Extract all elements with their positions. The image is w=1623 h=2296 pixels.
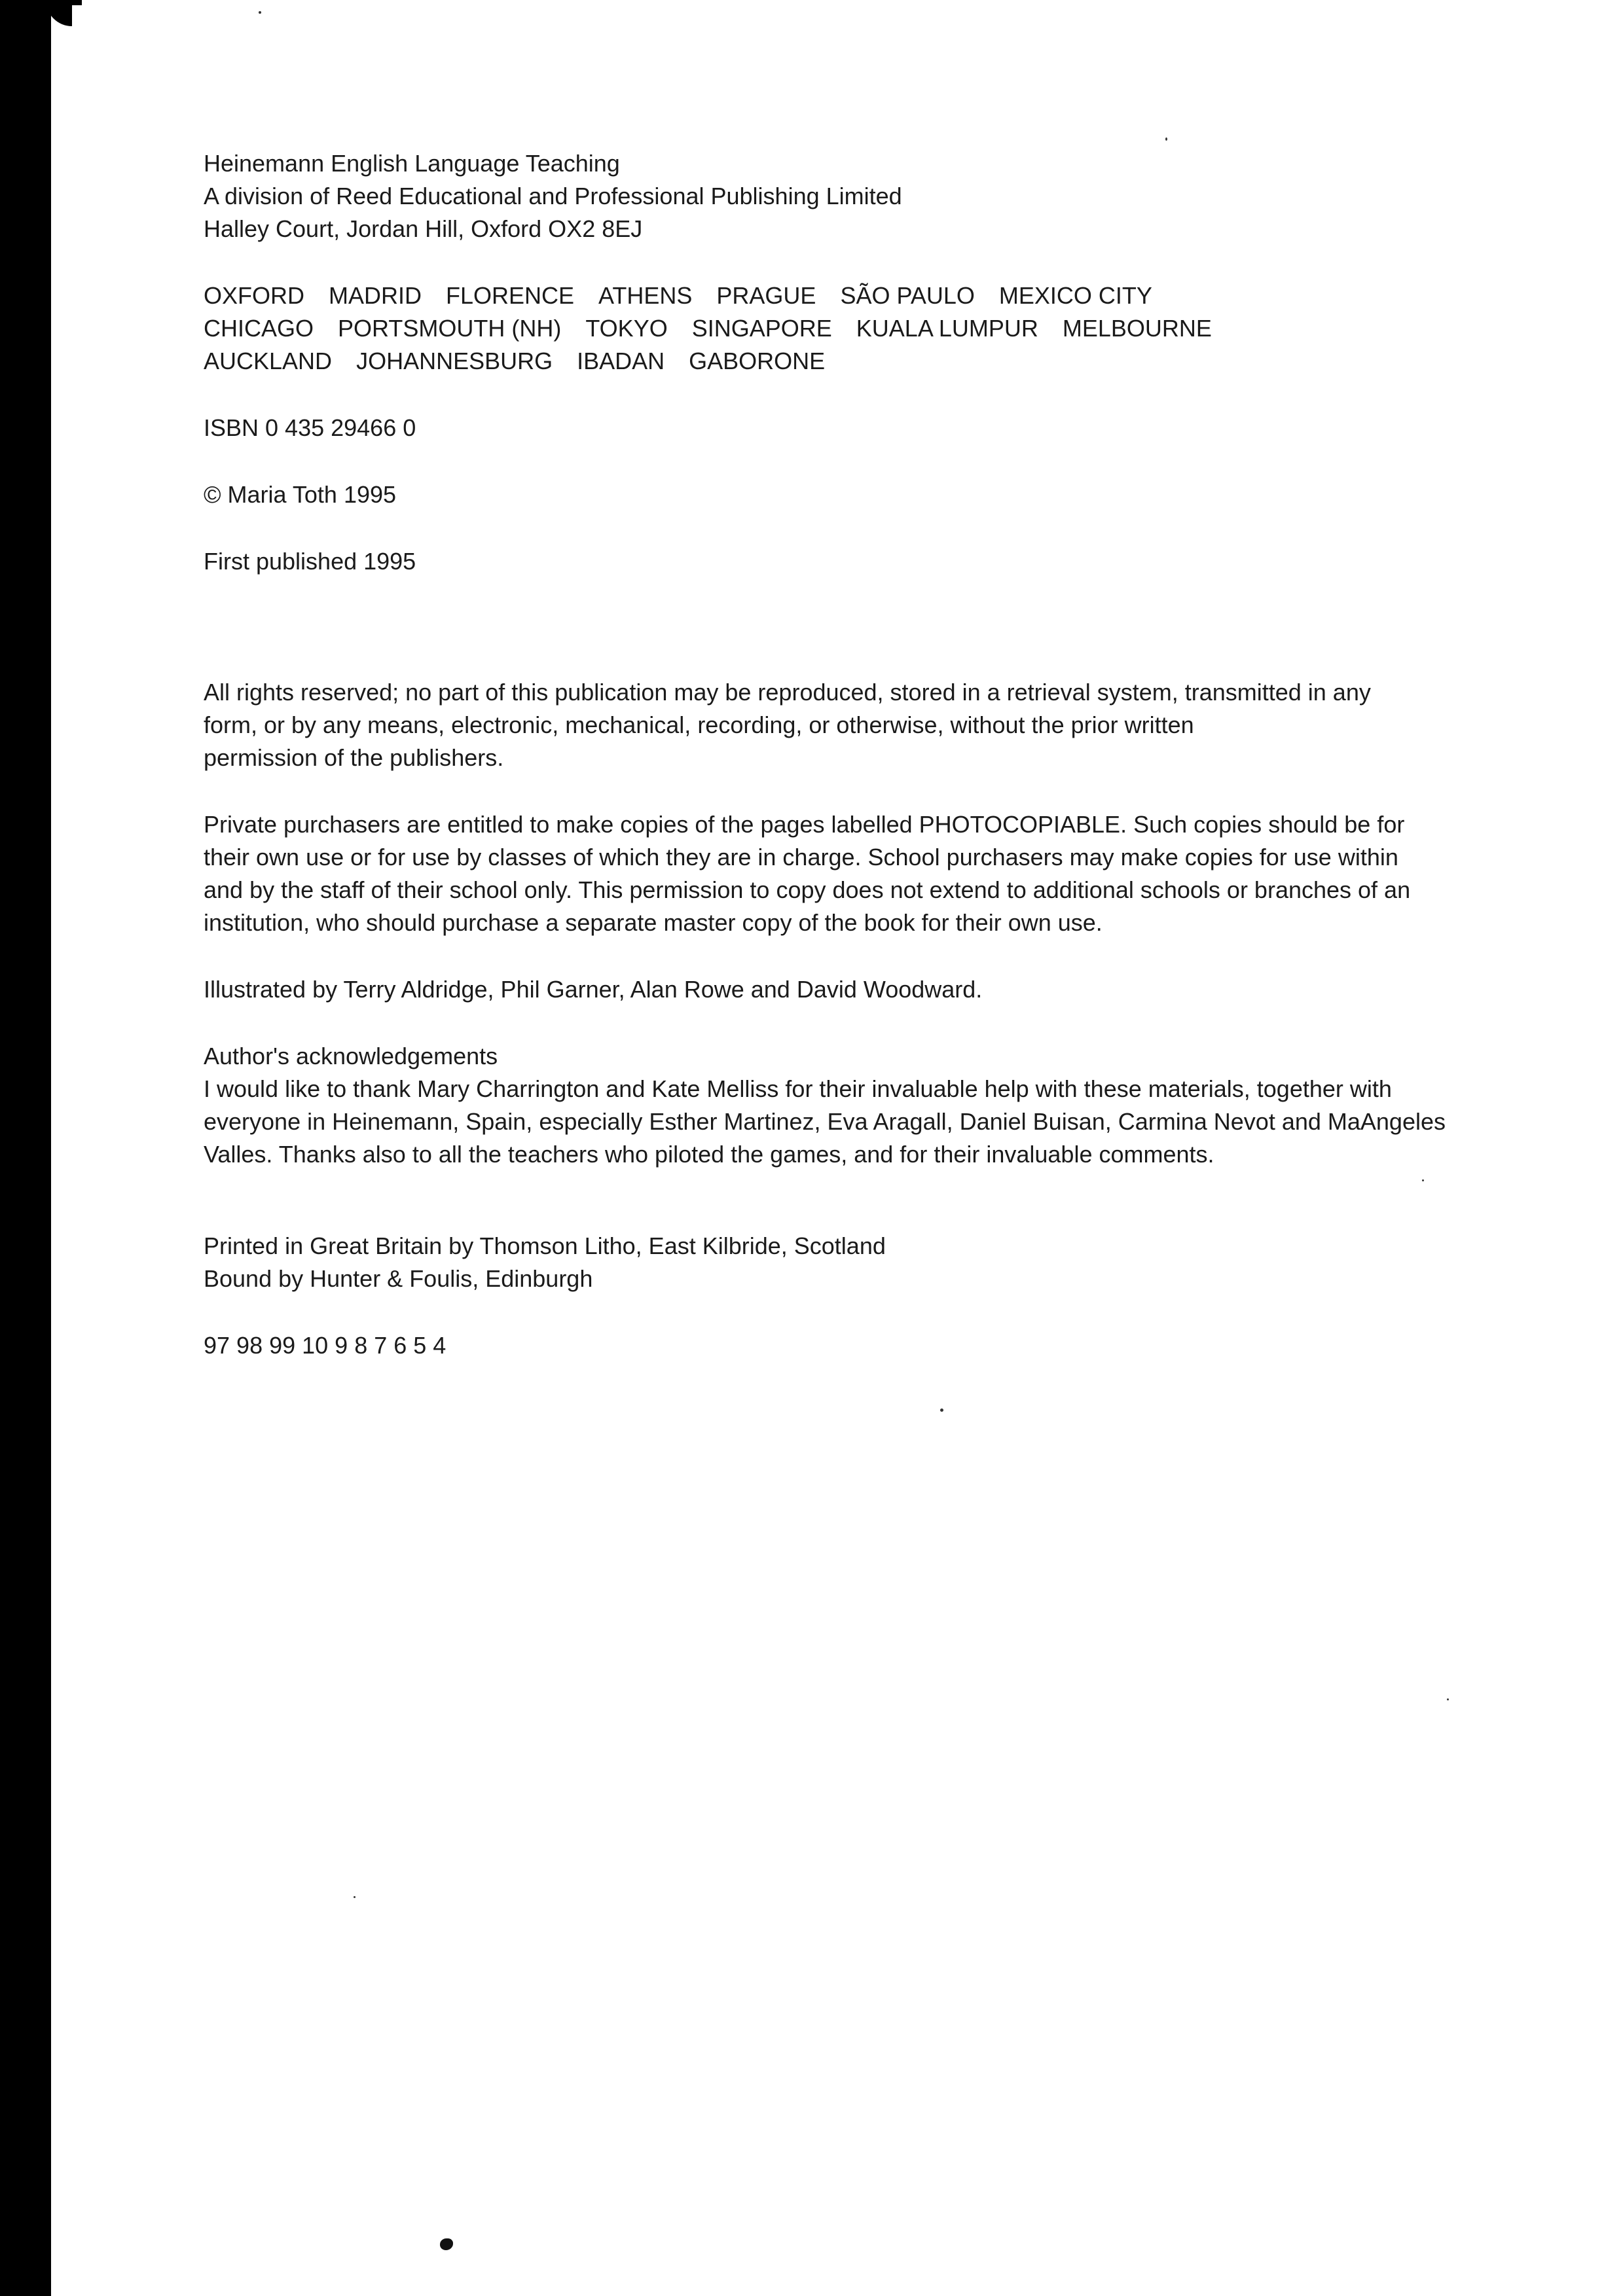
printer-credit: Printed in Great Britain by Thomson Litho, East Kilbride, Scotland — [204, 1232, 886, 1259]
publisher-address: Halley Court, Jordan Hill, Oxford OX2 8EJ — [204, 215, 643, 242]
photocopy-line: and by the staff of their school only. This permission to copy does not extend to additional schools or branches of an — [204, 876, 1411, 903]
acknowledgements-line: I would like to thank Mary Charrington and Kate Melliss for their invaluable help with these materials, together with — [204, 1075, 1392, 1102]
city: FLORENCE — [446, 282, 575, 309]
cities-line-3 — [204, 345, 1513, 378]
publisher-block — [204, 147, 1513, 245]
photocopy-line: their own use or for use by classes of which they are in charge. School purchasers may make copies for use within — [204, 844, 1398, 870]
acknowledgements-block — [204, 1040, 1513, 1171]
city: TOKYO — [585, 315, 668, 342]
cities-block — [204, 279, 1513, 378]
acknowledgements-line: everyone in Heinemann, Spain, especially Esther Martinez, Eva Aragall, Daniel Buisan, Carmina Nevot and MaAngeles — [204, 1108, 1446, 1135]
cities-line-1 — [204, 279, 1513, 312]
city: IBADAN — [577, 348, 665, 374]
scan-ink-blot — [440, 2238, 453, 2250]
illustrators-credit: Illustrated by Terry Aldridge, Phil Garner, Alan Rowe and David Woodward. — [204, 976, 983, 1003]
rights-paragraph — [204, 676, 1513, 774]
cities-line-2 — [204, 312, 1513, 345]
photocopy-line: Private purchasers are entitled to make copies of the pages labelled PHOTOCOPIABLE. Such copies should be for — [204, 811, 1405, 838]
scan-speck — [1165, 137, 1167, 141]
city: SÃO PAULO — [840, 282, 975, 309]
printing-block — [204, 1230, 1513, 1295]
publisher-division: A division of Reed Educational and Professional Publishing Limited — [204, 183, 902, 209]
isbn: ISBN 0 435 29466 0 — [204, 414, 416, 441]
city: CHICAGO — [204, 315, 314, 342]
copyright-notice: © Maria Toth 1995 — [204, 481, 397, 508]
rights-line: permission of the publishers. — [204, 744, 504, 771]
city: MELBOURNE — [1062, 315, 1212, 342]
scan-speck — [940, 1408, 943, 1412]
scan-speck — [354, 1896, 356, 1898]
city: KUALA LUMPUR — [856, 315, 1038, 342]
city: JOHANNESBURG — [356, 348, 553, 374]
rights-line: All rights reserved; no part of this publication may be reproduced, stored in a retrieval system, transmitted in any — [204, 679, 1371, 706]
city: SINGAPORE — [691, 315, 832, 342]
photocopy-line: institution, who should purchase a separate master copy of the book for their own use. — [204, 909, 1103, 936]
copyright-page — [204, 147, 1513, 1362]
publisher-name: Heinemann English Language Teaching — [204, 150, 620, 177]
scan-speck — [1422, 1179, 1424, 1181]
city: MADRID — [329, 282, 422, 309]
city: PRAGUE — [716, 282, 816, 309]
rights-line: form, or by any means, electronic, mechanical, recording, or otherwise, without the prior written — [204, 711, 1194, 738]
city: PORTSMOUTH (NH) — [338, 315, 562, 342]
acknowledgements-line: Valles. Thanks also to all the teachers who piloted the games, and for their invaluable comments. — [204, 1141, 1214, 1168]
binder-credit: Bound by Hunter & Foulis, Edinburgh — [204, 1265, 593, 1292]
acknowledgements-heading: Author's acknowledgements — [204, 1043, 498, 1069]
photocopy-paragraph — [204, 808, 1513, 939]
city: ATHENS — [598, 282, 693, 309]
city: GABORONE — [689, 348, 826, 374]
city: AUCKLAND — [204, 348, 333, 374]
first-published: First published 1995 — [204, 548, 416, 575]
print-line: 97 98 99 10 9 8 7 6 5 4 — [204, 1332, 447, 1359]
scan-shadow-edge — [0, 0, 51, 2296]
city: MEXICO CITY — [998, 282, 1152, 309]
scan-speck — [259, 11, 261, 14]
city: OXFORD — [204, 282, 305, 309]
scan-speck — [1447, 1698, 1449, 1700]
